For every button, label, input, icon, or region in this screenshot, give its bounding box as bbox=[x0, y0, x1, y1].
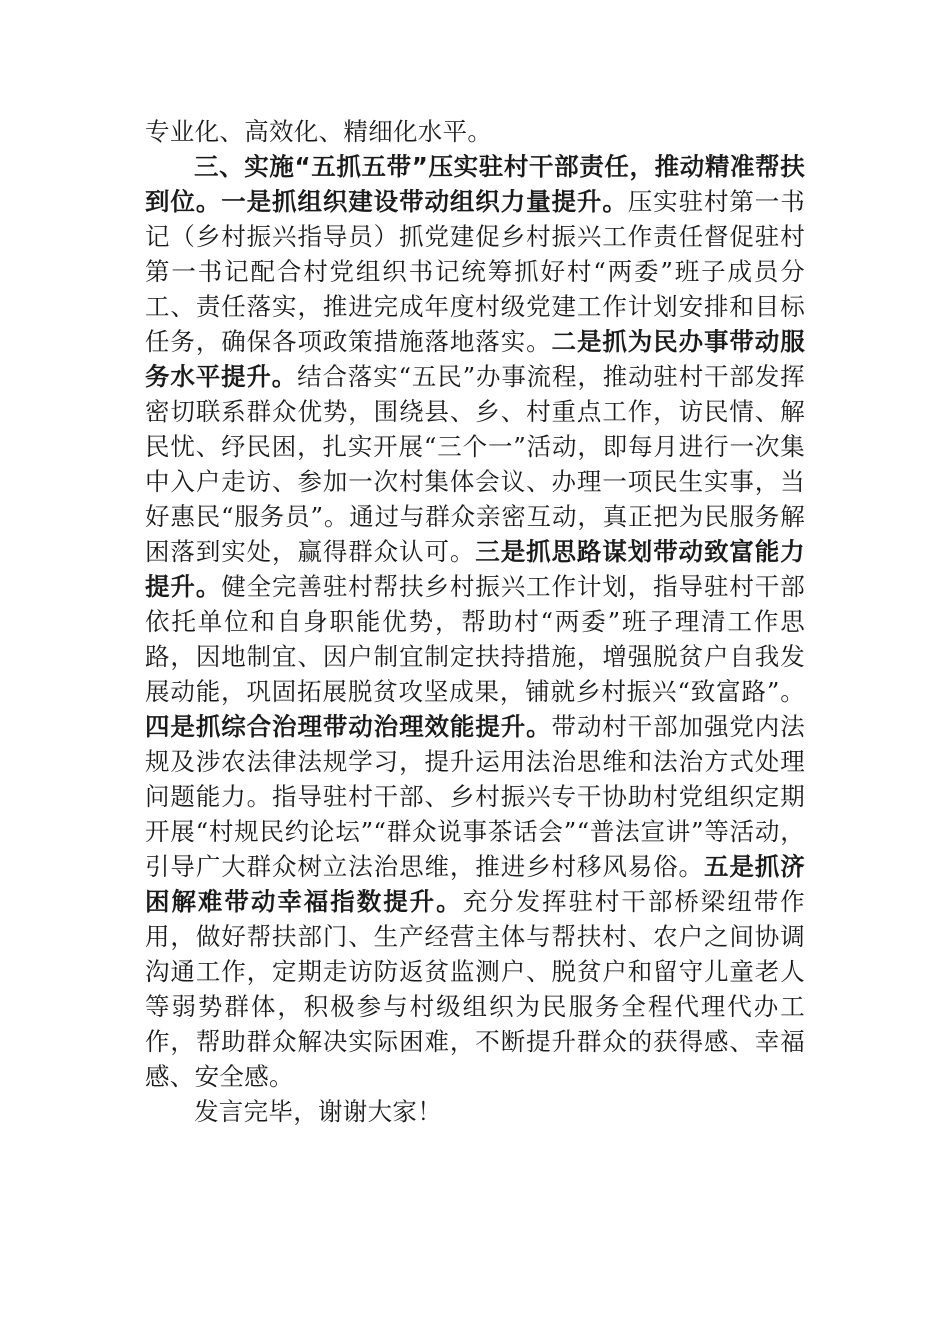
point2-text: 结合落实“五民”办事流程，推动驻村干部发挥密切联系群众优势，围绕县、乡、村重点工作，访民情、解民忧、纾民困，扎实开展“三个一”活动，即每月进行一次集中入户走访、参加一次村集体会议、办理一项民生实事，当好惠民“服务员”。通过与群众亲密互动，真正把为民服务解困落到实处，赢得群众认可。 bbox=[145, 362, 805, 566]
point4-text: 带动村干部加强党内法规及涉农法律法规学习，提升运用法治思维和法治方式处理问题能力。指导驻村干部、乡村振兴专干协助村党组织定期开展“村规民约论坛”“群众说事茶话会”“普法宣讲”等活动，引导广大群众树立法治思维，推进乡村移风易俗。 bbox=[145, 712, 805, 881]
document-page bbox=[145, 114, 805, 1129]
continuation-text: 专业化、高效化、精细化水平。 bbox=[145, 117, 493, 146]
point4-title: 四是抓综合治理带动治理效能提升。 bbox=[145, 712, 552, 741]
point1-title: 一是抓组织建设带动组织力量提升。 bbox=[221, 187, 628, 216]
point1-text: 压实驻村第一书记（乡村振兴指导员）抓党建促乡村振兴工作责任督促驻村第一书记配合村党组织书记统筹抓好村“两委”班子成员分工、责任落实，推进完成年度村级党建工作计划安排和目标任务，确保各项政策措施落地落实。 bbox=[145, 187, 805, 356]
point2-title: 二是抓为民办事带动服务水平提升。 bbox=[145, 327, 805, 391]
continuation-paragraph bbox=[145, 114, 805, 149]
point3-text: 健全完善驻村帮扶乡村振兴工作计划，指导驻村干部依托单位和自身职能优势，帮助村“两委”班子理清工作思路，因地制宜、因户制宜制定扶持措施，增强脱贫户自我发展动能，巩固拓展脱贫攻坚成果，铺就乡村振兴“致富路”。 bbox=[145, 572, 805, 706]
point5-title: 五是抓济困解难带动幸福指数提升。 bbox=[145, 852, 805, 916]
point5-text: 充分发挥驻村干部桥梁纽带作用，做好帮扶部门、生产经营主体与帮扶村、农户之间协调沟通工作，定期走访防返贫监测户、脱贫户和留守儿童老人等弱势群体，积极参与村级组织为民服务全程代理代办工作，帮助群众解决实际困难，不断提升群众的获得感、幸福感、安全感。 bbox=[145, 887, 805, 1091]
section-three-heading: 三、实施“五抓五带”压实驻村干部责任，推动精准帮扶到位。 bbox=[145, 152, 805, 216]
closing-text: 发言完毕，谢谢大家！ bbox=[194, 1097, 442, 1126]
closing-paragraph bbox=[145, 1094, 805, 1129]
point3-title: 三是抓思路谋划带动致富能力提升。 bbox=[145, 537, 805, 601]
section-three-paragraph bbox=[145, 149, 805, 1094]
